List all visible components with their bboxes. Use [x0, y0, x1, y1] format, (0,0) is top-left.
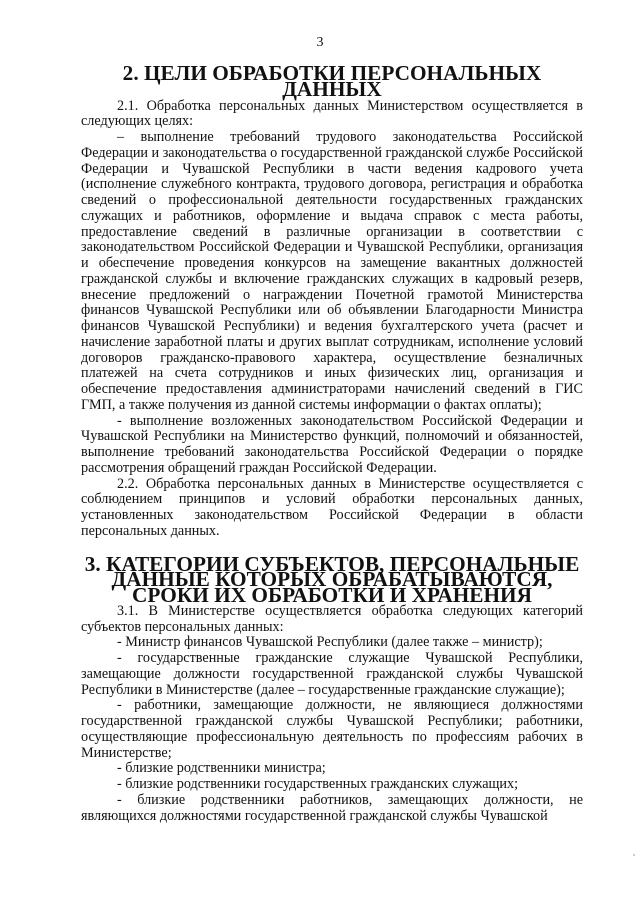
list-item-servant-relatives: - близкие родственники государственных гражданских служащих; — [117, 776, 519, 792]
paragraph-3-1: 3.1. В Министерстве осуществляется обработка следующих категорий субъектов персональных данных: — [81, 602, 583, 635]
list-item-functions: - выполнение возложенных законодательством Российской Федерации и Чувашской Республики на Министерство функций, полномочий и обязанностей, выполнение требований законодательства Российской Федерации о порядке рассмотрения обращений граждан Российской Федерации. — [81, 412, 583, 476]
section-heading: 2. ЦЕЛИ ОБРАБОТКИ ПЕРСОНАЛЬНЫХ ДАННЫХ — [122, 61, 542, 101]
list-item-civil-servants: - государственные гражданские служащие Чувашской Республики, замещающие должности государственной гражданской службы Чувашской Республики в Министерстве (далее – государственные гражданские служащие); — [81, 650, 583, 698]
list-item-employees: - работники, замещающие должности, не являющиеся должностями государственной гражданской службы Чувашской Республики; работники, осуществляющие профессиональную деятельность по профессиям рабочих в Министерстве; — [81, 697, 583, 761]
page-number: 3 — [316, 35, 324, 50]
list-item-employee-relatives: - близкие родственники работников, замещающих должности, не являющихся должностями государственной гражданской службы Чувашской — [81, 791, 583, 824]
section-heading: 3. КАТЕГОРИИ СУБЪЕКТОВ, ПЕРСОНАЛЬНЫЕ ДАННЫЕ КОТОРЫХ ОБРАБАТЫВАЮТСЯ, СРОКИ ИХ ОБРАБОТКИ И ХРАНЕНИЯ — [84, 551, 580, 607]
section-purposes — [81, 61, 583, 540]
paragraph-2-1: 2.1. Обработка персональных данных Министерством осуществляется в следующих целях: — [81, 97, 583, 130]
list-item-minister: - Министр финансов Чувашской Республики (далее также – министр); — [117, 634, 543, 651]
list-item-minister-relatives: - близкие родственники министра; — [117, 760, 326, 777]
paragraph-2-2: 2.2. Обработка персональных данных в Министерстве осуществляется с соблюдением принципов и условий обработки персональных данных, установленных законодательством Российской Федерации в области персональных данных. — [81, 475, 583, 539]
document-body — [81, 61, 583, 824]
section-categories — [81, 551, 583, 825]
list-item-labor-law: – выполнение требований трудового законодательства Российской Федерации и законодательства о государственной гражданской службе Российской Федерации и Чувашской Республики в части ведения кадрового учета (исполнение служебного контракта, трудового договора, регистрация и обработка сведений о профессиональной деятельности государственных гражданских служащих и работников, оформление и выдача справок с места работы, предоставление сведений в различные организации в соответствии с законодательством Российской Федерации и Чувашской Республики, организация и обеспечение проведения конкурсов на замещение вакантных должностей гражданской службы и включение гражданских служащих в кадровый резерв, внесение предложений о награждении Почетной грамотой Министерства финансов Чувашской Республики или об объявлении Благодарности Министра финансов Чувашской Республики) и ведения бухгалтерского учета (расчет и начисление заработной платы и других выплат сотрудникам, исполнение условий договоров гражданско-правового характера, осуществление безналичных платежей на счета сотрудников и иных физических лиц, организация и обеспечение предоставления администраторами начислений сведений в ГИС ГМП, а также получения из данной системы информации о фактах оплаты); — [81, 129, 583, 413]
scan-speck — [633, 854, 635, 856]
